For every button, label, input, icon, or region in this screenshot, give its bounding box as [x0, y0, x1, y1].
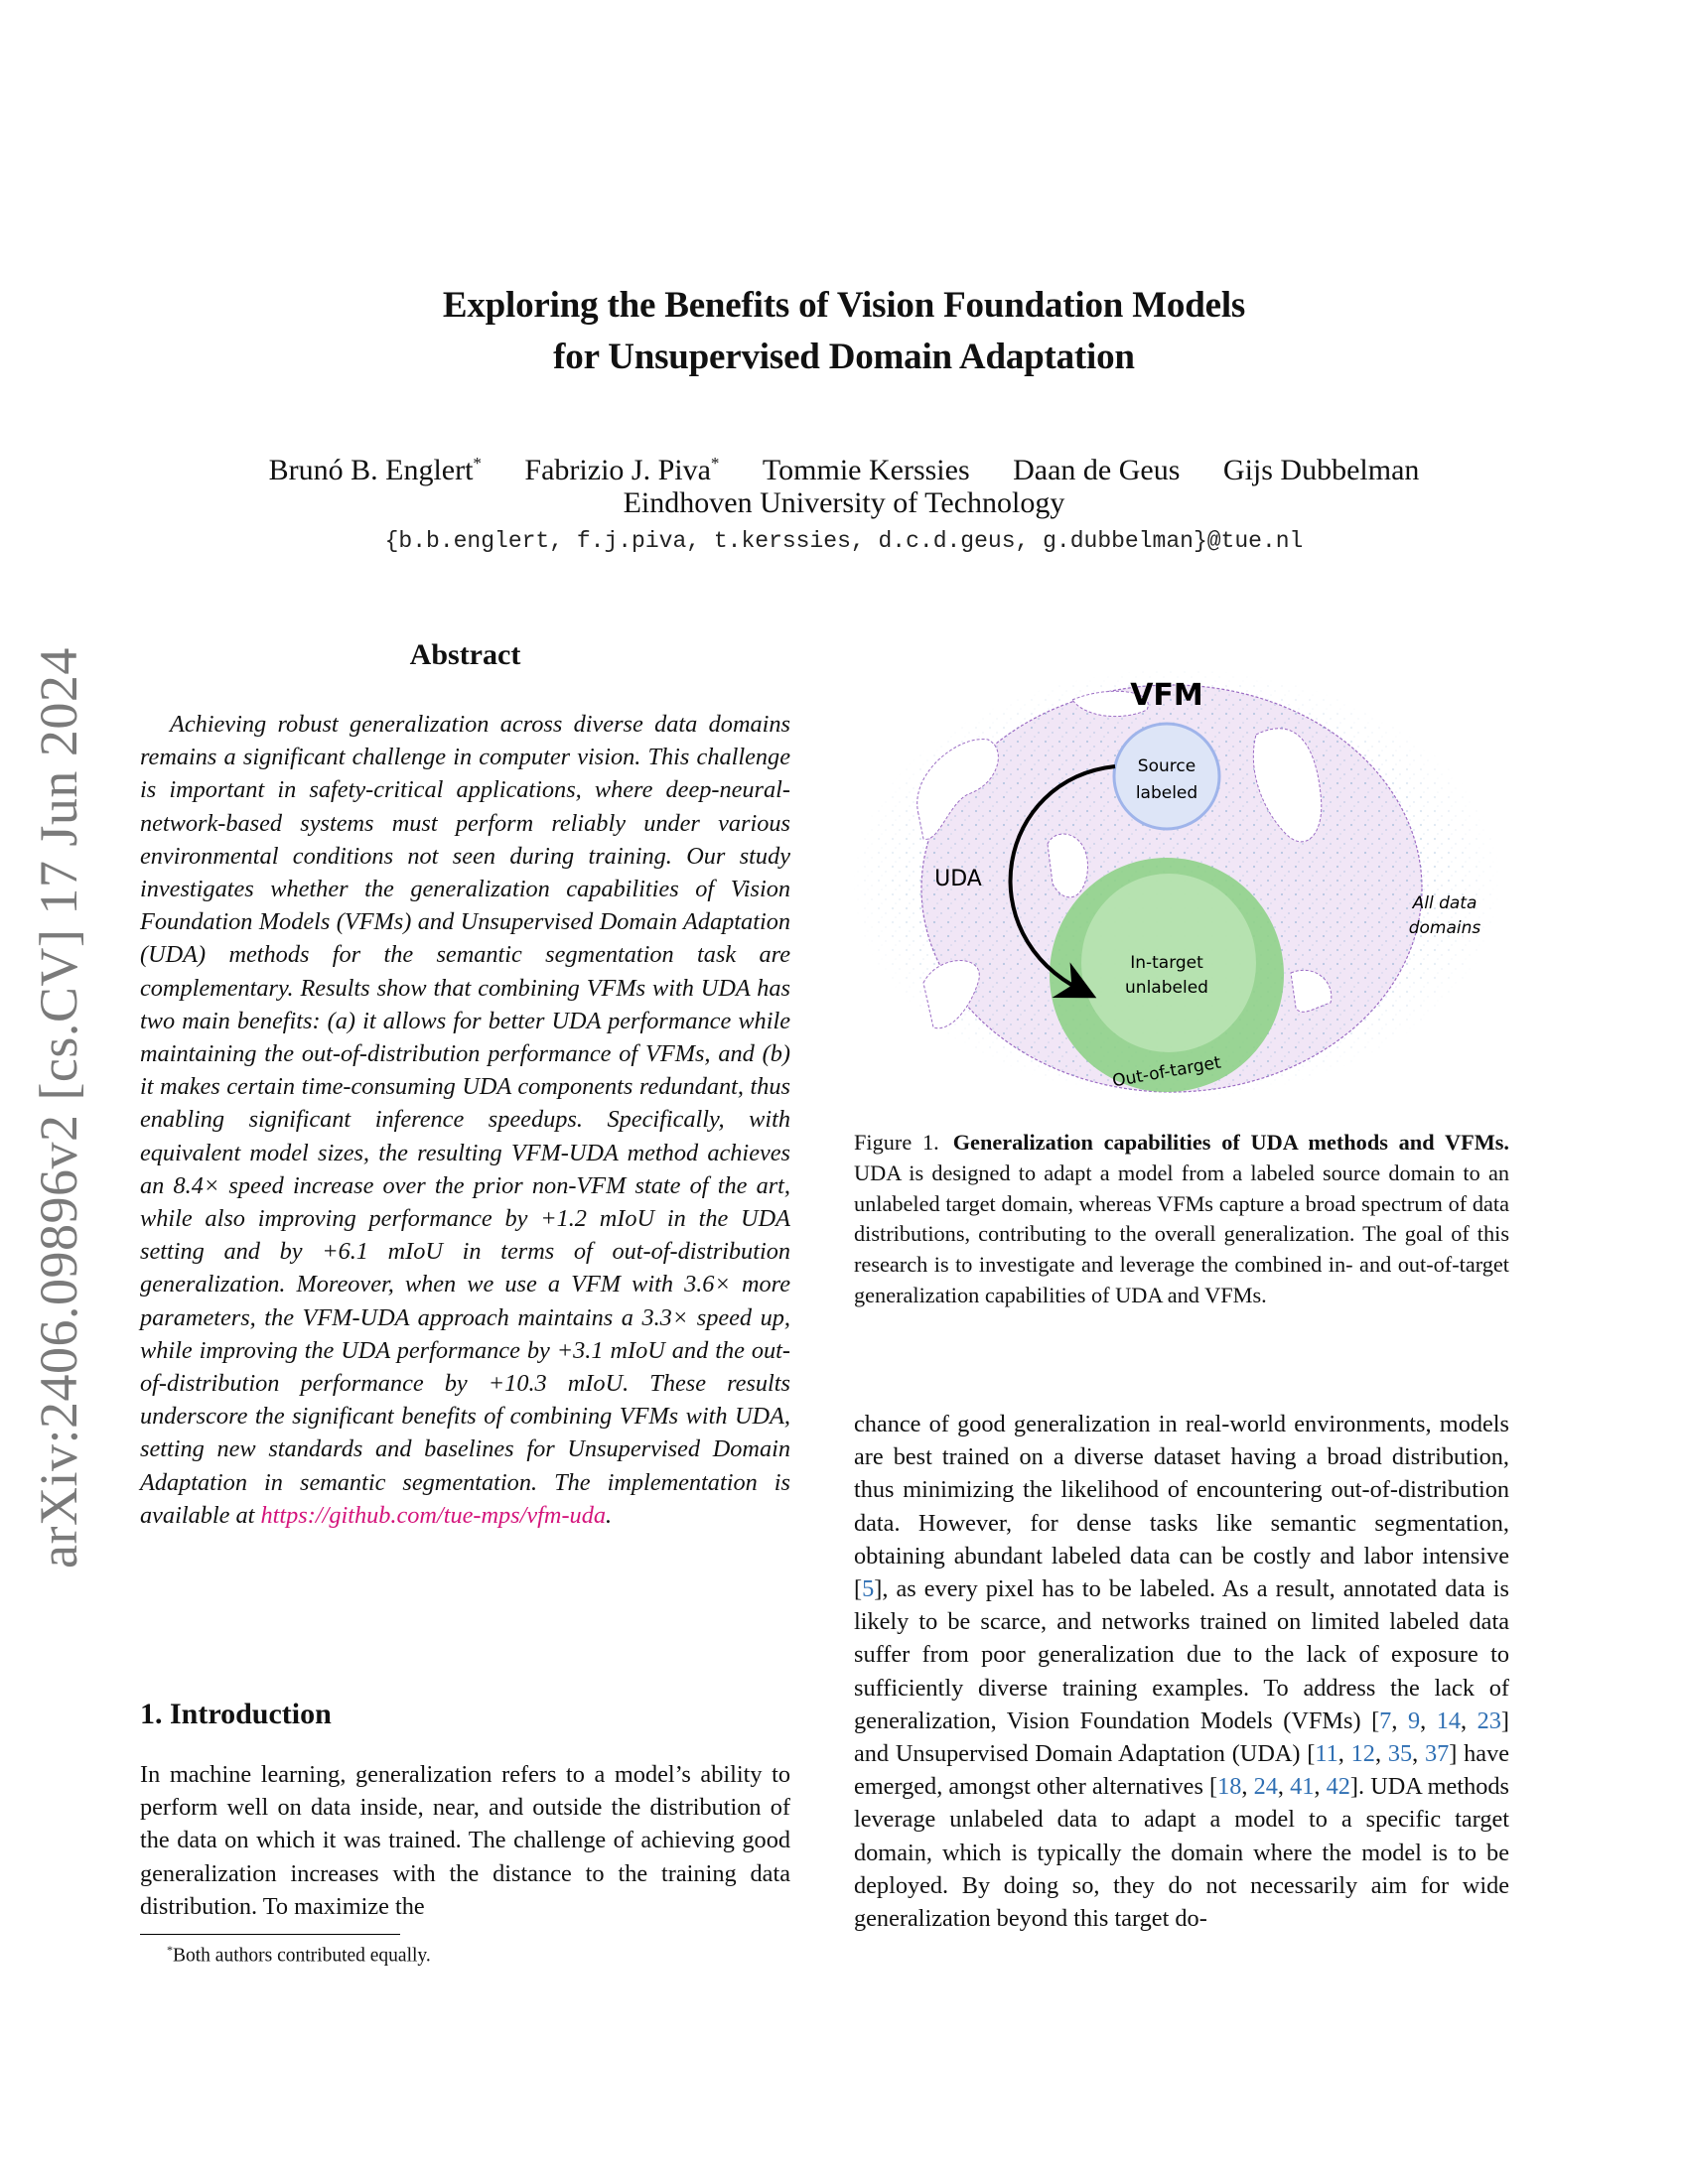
- svg-text:Source: Source: [1137, 756, 1196, 776]
- code-link[interactable]: https://github.com/tue-mps/vfm-uda: [260, 1501, 607, 1529]
- footnote-divider: [140, 1934, 400, 1935]
- vfm-label: VFM: [1130, 678, 1203, 713]
- introduction-body-continued: chance of good generalization in real-world environments, models are best trained on a diverse dataset having a broad distribution, thus minimizing the likelihood of encountering out-of-distribution data. However, for dense tasks like semantic segmentation, obtaining abundant labeled data can be costly and labor intensive [5], as every pixel has to be labeled. As a result, annotated data is likely to be scarce, and networks trained on limited labeled data suffer from poor generalization due to the lack of exposure to sufficiently diverse training examples. To address the lack of generalization, Vision Foundation Models (VFMs) [7, 9, 14, 23] and Unsupervised Domain Adaptation (UDA) [11, 12, 35, 37] have emerged, amongst other alternatives [18, 24, 41, 42]. UDA methods leverage unlabeled data to adapt a model to a specific target domain, which is typically the domain where the model is to be deployed. By doing so, they do not necessarily aim for wide generalization beyond this target do-: [854, 1411, 1509, 1933]
- abstract-body: Achieving robust generalization across diverse data domains remains a significant challenge in computer vision. This challenge is important in safety-critical applications, where deep-neural-network-based systems must perform reliably under various environmental conditions not seen during training. Our study investigates whether the generalization capabilities of Vision Foundation Models (VFMs) and Unsupervised Domain Adaptation (UDA) methods for the semantic segmentation task are complementary. Results show that combining VFMs with UDA has two main benefits: (a) it allows for better UDA performance while maintaining the out-of-distribution performance of VFMs, and (b) it makes certain time-consuming UDA components redundant, thus enabling significant inference speedups. Specifically, with equivalent model sizes, the resulting VFM-UDA method achieves an 8.4× speed increase over the prior non-VFM state of the art, while also improving performance by +1.2 mIoU in the UDA setting and by +6.1 mIoU in terms of out-of-distribution generalization. Moreover, when we use a VFM with 3.6× more parameters, the VFM-UDA approach maintains a 3.3× speed up, while improving the UDA performance by +3.1 mIoU and the out-of-distribution performance by +10.3 mIoU. These results underscore the significant benefits of combining VFMs with UDA, setting new standards and baselines for Unsupervised Domain Adaptation in semantic segmentation. The implementation is available at https://github.com/tue-mps/vfm-uda.: [140, 711, 790, 1529]
- citation-link[interactable]: 7: [1379, 1706, 1392, 1734]
- svg-text:All data: All data: [1412, 893, 1477, 913]
- out-of-target-label: Out-of-target: [1110, 1052, 1223, 1092]
- affiliation: Eindhoven University of Technology: [623, 486, 1065, 519]
- section-heading-introduction: 1. Introduction: [140, 1698, 332, 1730]
- svg-text:domains: domains: [1408, 918, 1481, 938]
- author: Brunó B. Englert*: [268, 454, 482, 486]
- citation-link[interactable]: 24: [1253, 1773, 1278, 1801]
- svg-text:labeled: labeled: [1135, 783, 1198, 803]
- citation-link[interactable]: 42: [1326, 1773, 1350, 1801]
- citation-link[interactable]: 23: [1477, 1706, 1501, 1734]
- author: Tommie Kerssies: [762, 454, 970, 486]
- citation-link[interactable]: 9: [1407, 1706, 1421, 1734]
- citation-link[interactable]: 18: [1217, 1773, 1242, 1801]
- citation-link[interactable]: 11: [1315, 1740, 1338, 1768]
- citation-link[interactable]: 41: [1290, 1773, 1315, 1801]
- author: Gijs Dubbelman: [1222, 454, 1420, 486]
- svg-text:In-target: In-target: [1130, 953, 1203, 973]
- citation-link[interactable]: 5: [862, 1575, 875, 1603]
- author: Daan de Geus: [1013, 454, 1181, 486]
- author-emails: {b.b.englert, f.j.piva, t.kerssies, d.c.d.geus, g.dubbelman}@tue.nl: [384, 528, 1304, 554]
- footnote: *Both authors contributed equally.: [167, 1943, 431, 1967]
- citation-link[interactable]: 14: [1436, 1706, 1461, 1734]
- figure-number: Figure 1.: [854, 1130, 939, 1155]
- title-line-1: Exploring the Benefits of Vision Foundation Models: [442, 285, 1246, 326]
- caption-title: Generalization capabilities of UDA methods and VFMs.: [952, 1130, 1509, 1155]
- figure-1-caption: Figure 1. Generalization capabilities of UDA methods and VFMs. UDA is designed to adapt a model from a labeled source domain to an unlabeled target domain, whereas VFMs capture a broad spectrum of data distributions, contributing to the overall generalization. The goal of this research is to investigate and leverage the combined in- and out-of-target generalization capabilities of UDA and VFMs.: [854, 1130, 1509, 1307]
- paper-title: [0, 280, 1688, 383]
- author-list: [0, 445, 1688, 489]
- svg-text:unlabeled: unlabeled: [1125, 978, 1208, 998]
- figure-1-diagram: [849, 655, 1514, 1102]
- uda-label: UDA: [934, 867, 982, 891]
- introduction-body: In machine learning, generalization refers to a model’s ability to perform well on data inside, near, and outside the distribution of the data on which it was trained. The challenge of achieving good generalization increases with the distance to the training data distribution. To maximize the: [140, 1761, 790, 1920]
- author: Fabrizio J. Piva*: [524, 454, 720, 486]
- arxiv-stamp: arXiv:2406.09896v2 [cs.CV] 17 Jun 2024: [29, 647, 88, 1569]
- abstract-heading: Abstract: [409, 638, 521, 671]
- source-circle: [1114, 724, 1219, 829]
- citation-link[interactable]: 12: [1350, 1740, 1375, 1768]
- title-line-2: for Unsupervised Domain Adaptation: [553, 337, 1135, 377]
- citation-link[interactable]: 35: [1387, 1740, 1413, 1768]
- citation-link[interactable]: 37: [1424, 1740, 1450, 1768]
